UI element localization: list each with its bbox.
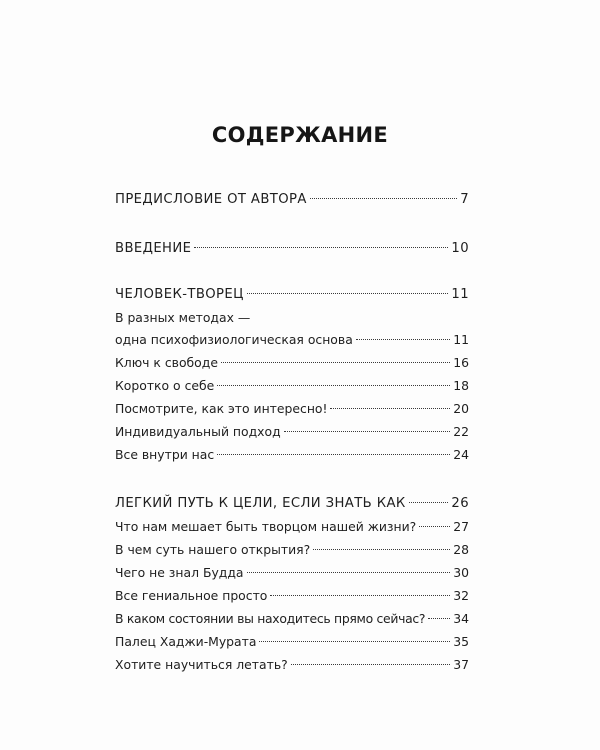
toc-entry-label: Все внутри нас — [115, 447, 215, 462]
toc-entry-page-number: 7 — [460, 192, 469, 207]
toc-entry-page-number: 20 — [453, 401, 469, 416]
dot-leader — [217, 385, 450, 386]
toc-entry-key — [115, 353, 469, 373]
toc-entry-label: В чем суть нашего открытия? — [115, 542, 311, 557]
toc-entry-label: В каком состоянии вы находитесь прямо сейчас? — [115, 611, 426, 626]
dot-leader — [221, 362, 450, 363]
toc-entry-label: ЧЕЛОВЕК-ТВОРЕЦ — [115, 287, 244, 302]
toc-entry-page-number: 37 — [453, 657, 469, 672]
toc-entry-obstacle — [115, 517, 469, 537]
toc-entry-individual — [115, 422, 469, 442]
toc-entry-genius — [115, 586, 469, 606]
toc-entry-about — [115, 376, 469, 396]
toc-entry-page-number: 24 — [453, 447, 469, 462]
dot-leader — [194, 247, 448, 248]
toc-entry-page-number: 30 — [453, 565, 469, 580]
toc-entry-page-number: 11 — [451, 287, 469, 302]
toc-entry-label: Индивидуальный подход — [115, 424, 281, 439]
dot-leader — [409, 502, 449, 503]
toc-entry-look — [115, 399, 469, 419]
dot-leader — [247, 293, 449, 294]
toc-entry-discovery — [115, 540, 469, 560]
toc-entry-page-number: 16 — [453, 355, 469, 370]
dot-leader — [259, 641, 450, 642]
toc-entry-page-number: 22 — [453, 424, 469, 439]
dot-leader — [310, 198, 457, 199]
toc-entry-page-number: 32 — [453, 588, 469, 603]
toc-entry-page-number: 10 — [451, 241, 469, 256]
toc-entry-page-number: 34 — [453, 611, 469, 626]
toc-entry-preface — [115, 190, 469, 210]
dot-leader — [217, 454, 450, 455]
toc-entry-page-number: 35 — [453, 634, 469, 649]
toc-entry-label: Ключ к свободе — [115, 355, 218, 370]
dot-leader — [270, 595, 450, 596]
toc-entry-fly — [115, 655, 469, 675]
toc-entry-label: Что нам мешает быть творцом нашей жизни? — [115, 519, 417, 534]
toc-entry-label: Палец Хаджи-Мурата — [115, 634, 257, 649]
toc-entry-intro — [115, 239, 469, 259]
dot-leader — [330, 408, 450, 409]
toc-entry-label: Хотите научиться летать? — [115, 657, 288, 672]
toc-entry-label: ЛЕГКИЙ ПУТЬ К ЦЕЛИ, ЕСЛИ ЗНАТЬ КАК — [115, 496, 406, 511]
dot-leader — [284, 431, 451, 432]
toc-entry-state — [115, 609, 469, 629]
toc-entry-page-number: 28 — [453, 542, 469, 557]
toc-entry-inside — [115, 445, 469, 465]
toc-entry-label: Чего не знал Будда — [115, 565, 244, 580]
toc-entry-page-number: 18 — [453, 378, 469, 393]
dot-leader — [419, 526, 450, 527]
toc-entry-label: Коротко о себе — [115, 378, 215, 393]
toc-entry-page-number: 26 — [451, 496, 469, 511]
dot-leader — [291, 664, 451, 665]
toc-entry-label: ВВЕДЕНИЕ — [115, 241, 192, 256]
toc-entry-methods-line1: В разных методах — — [115, 310, 251, 325]
toc-entry-label: Посмотрите, как это интересно! — [115, 401, 328, 416]
toc-entry-hadji — [115, 632, 469, 652]
toc-entry-page-number: 27 — [453, 519, 469, 534]
toc-entry-easy-path — [115, 494, 469, 514]
toc-entry-methods — [115, 330, 469, 350]
toc-entry-label: ПРЕДИСЛОВИЕ ОТ АВТОРА — [115, 192, 307, 207]
dot-leader — [356, 339, 450, 340]
toc-entry-label: одна психофизиологическая основа — [115, 332, 353, 347]
toc-entry-buddha — [115, 563, 469, 583]
dot-leader — [247, 572, 451, 573]
dot-leader — [428, 618, 450, 619]
toc-entry-label: Все гениальное просто — [115, 588, 268, 603]
toc-entry-creator — [115, 285, 469, 305]
dot-leader — [313, 549, 450, 550]
page-title: СОДЕРЖАНИЕ — [211, 123, 389, 147]
toc-entry-page-number: 11 — [453, 332, 469, 347]
